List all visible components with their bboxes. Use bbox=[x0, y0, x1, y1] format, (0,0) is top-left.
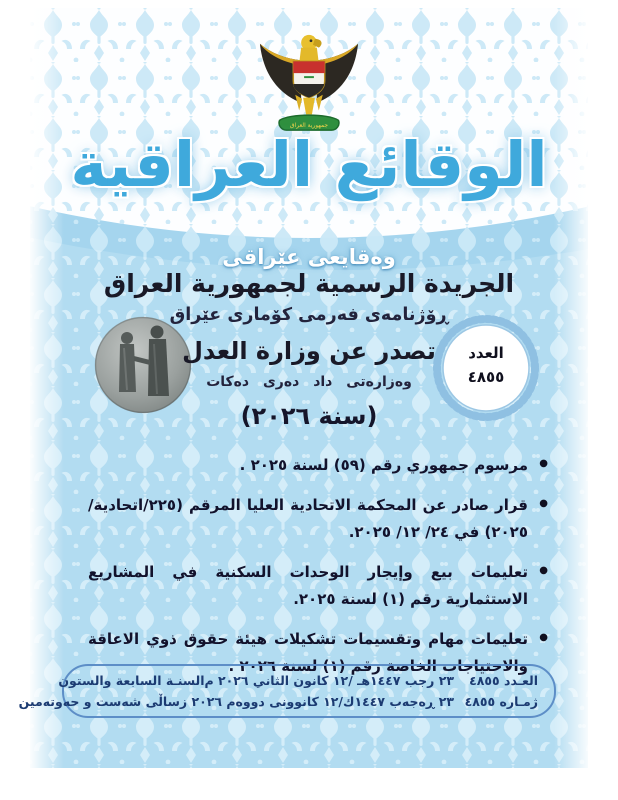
footer-date-ar: ٢٣ رجب ١٤٤٧هـ /١٢ كانون الثاني ٢٠٢٦ م bbox=[204, 673, 454, 688]
contents-list bbox=[88, 452, 546, 693]
gazette-title-kurdish: وه‌قايعى عێراقى bbox=[222, 245, 396, 269]
cover-content bbox=[18, 8, 588, 768]
emblem-banner-text: جمهورية العراق bbox=[290, 123, 328, 130]
issue-date-box bbox=[18, 664, 556, 718]
toc-item: ● تعليمات بيع وإيجار الوحدات السكنية في المشاريع الاستثمارية رقم (١) لسنة ٢٠٢٥. bbox=[88, 559, 546, 613]
footer-year-ar: السنـة السابعة والستون bbox=[58, 673, 205, 688]
toc-item: ● تعليمات مهام وتقسيمات تشكيلات هيئة حقوق ذوي الاعاقة والاحتياجات الخاصة رقم (١) لسنة ٢٠٢٦ . bbox=[88, 626, 546, 680]
footer-row-kurdish bbox=[18, 694, 538, 709]
patterned-area bbox=[18, 8, 588, 768]
official-gazette-subtitle-arabic: الجريدة الرسمية لجمهورية العراق bbox=[103, 269, 515, 298]
issue-badge-number: ٤٨٥٥ bbox=[467, 368, 505, 386]
issue-badge-label: العدد bbox=[468, 344, 504, 362]
hammurabi-stele-photo bbox=[94, 316, 192, 414]
footer-year-ku: ساڵى شه‌ست و حه‌وته‌مين bbox=[18, 694, 180, 709]
official-gazette-subtitle-kurdish: ڕۆژنامه‌ی فه‌رمی كۆماری عێراق bbox=[169, 305, 449, 325]
footer-issue-number-ar: العـدد ٤٨٥٥ bbox=[469, 673, 538, 688]
footer-row-arabic bbox=[58, 673, 538, 688]
footer-issue-number-ku: ژمـاره ٤٨٥٥ bbox=[464, 694, 538, 709]
issued-by-kurdish: وه‌زاره‌تی داد ده‌ری ده‌كات bbox=[206, 374, 412, 390]
issued-by-arabic: تصدر عن وزارة العدل bbox=[182, 337, 436, 365]
gazette-title: الوقائع العراقية bbox=[70, 128, 548, 201]
footer-date-ku: ٢٣ ڕه‌جه‌ب ١٤٤٧ك/١٢ كانوونى دووه‌م ٢٠٢٦ ز bbox=[179, 694, 454, 709]
iraq-eagle-emblem-icon bbox=[250, 30, 368, 136]
publication-year: (سنة ٢٠٢٦) bbox=[240, 402, 378, 430]
toc-item: ● مرسوم جمهوري رقم (٥٩) لسنة ٢٠٢٥ . bbox=[88, 452, 546, 479]
toc-item: ● قرار صادر عن المحكمة الاتحادية العليا المرقم (٢٢٥/اتحادية/٢٠٢٥) في ٢٤/ ١٢/ ٢٠٢٥. bbox=[88, 492, 546, 546]
